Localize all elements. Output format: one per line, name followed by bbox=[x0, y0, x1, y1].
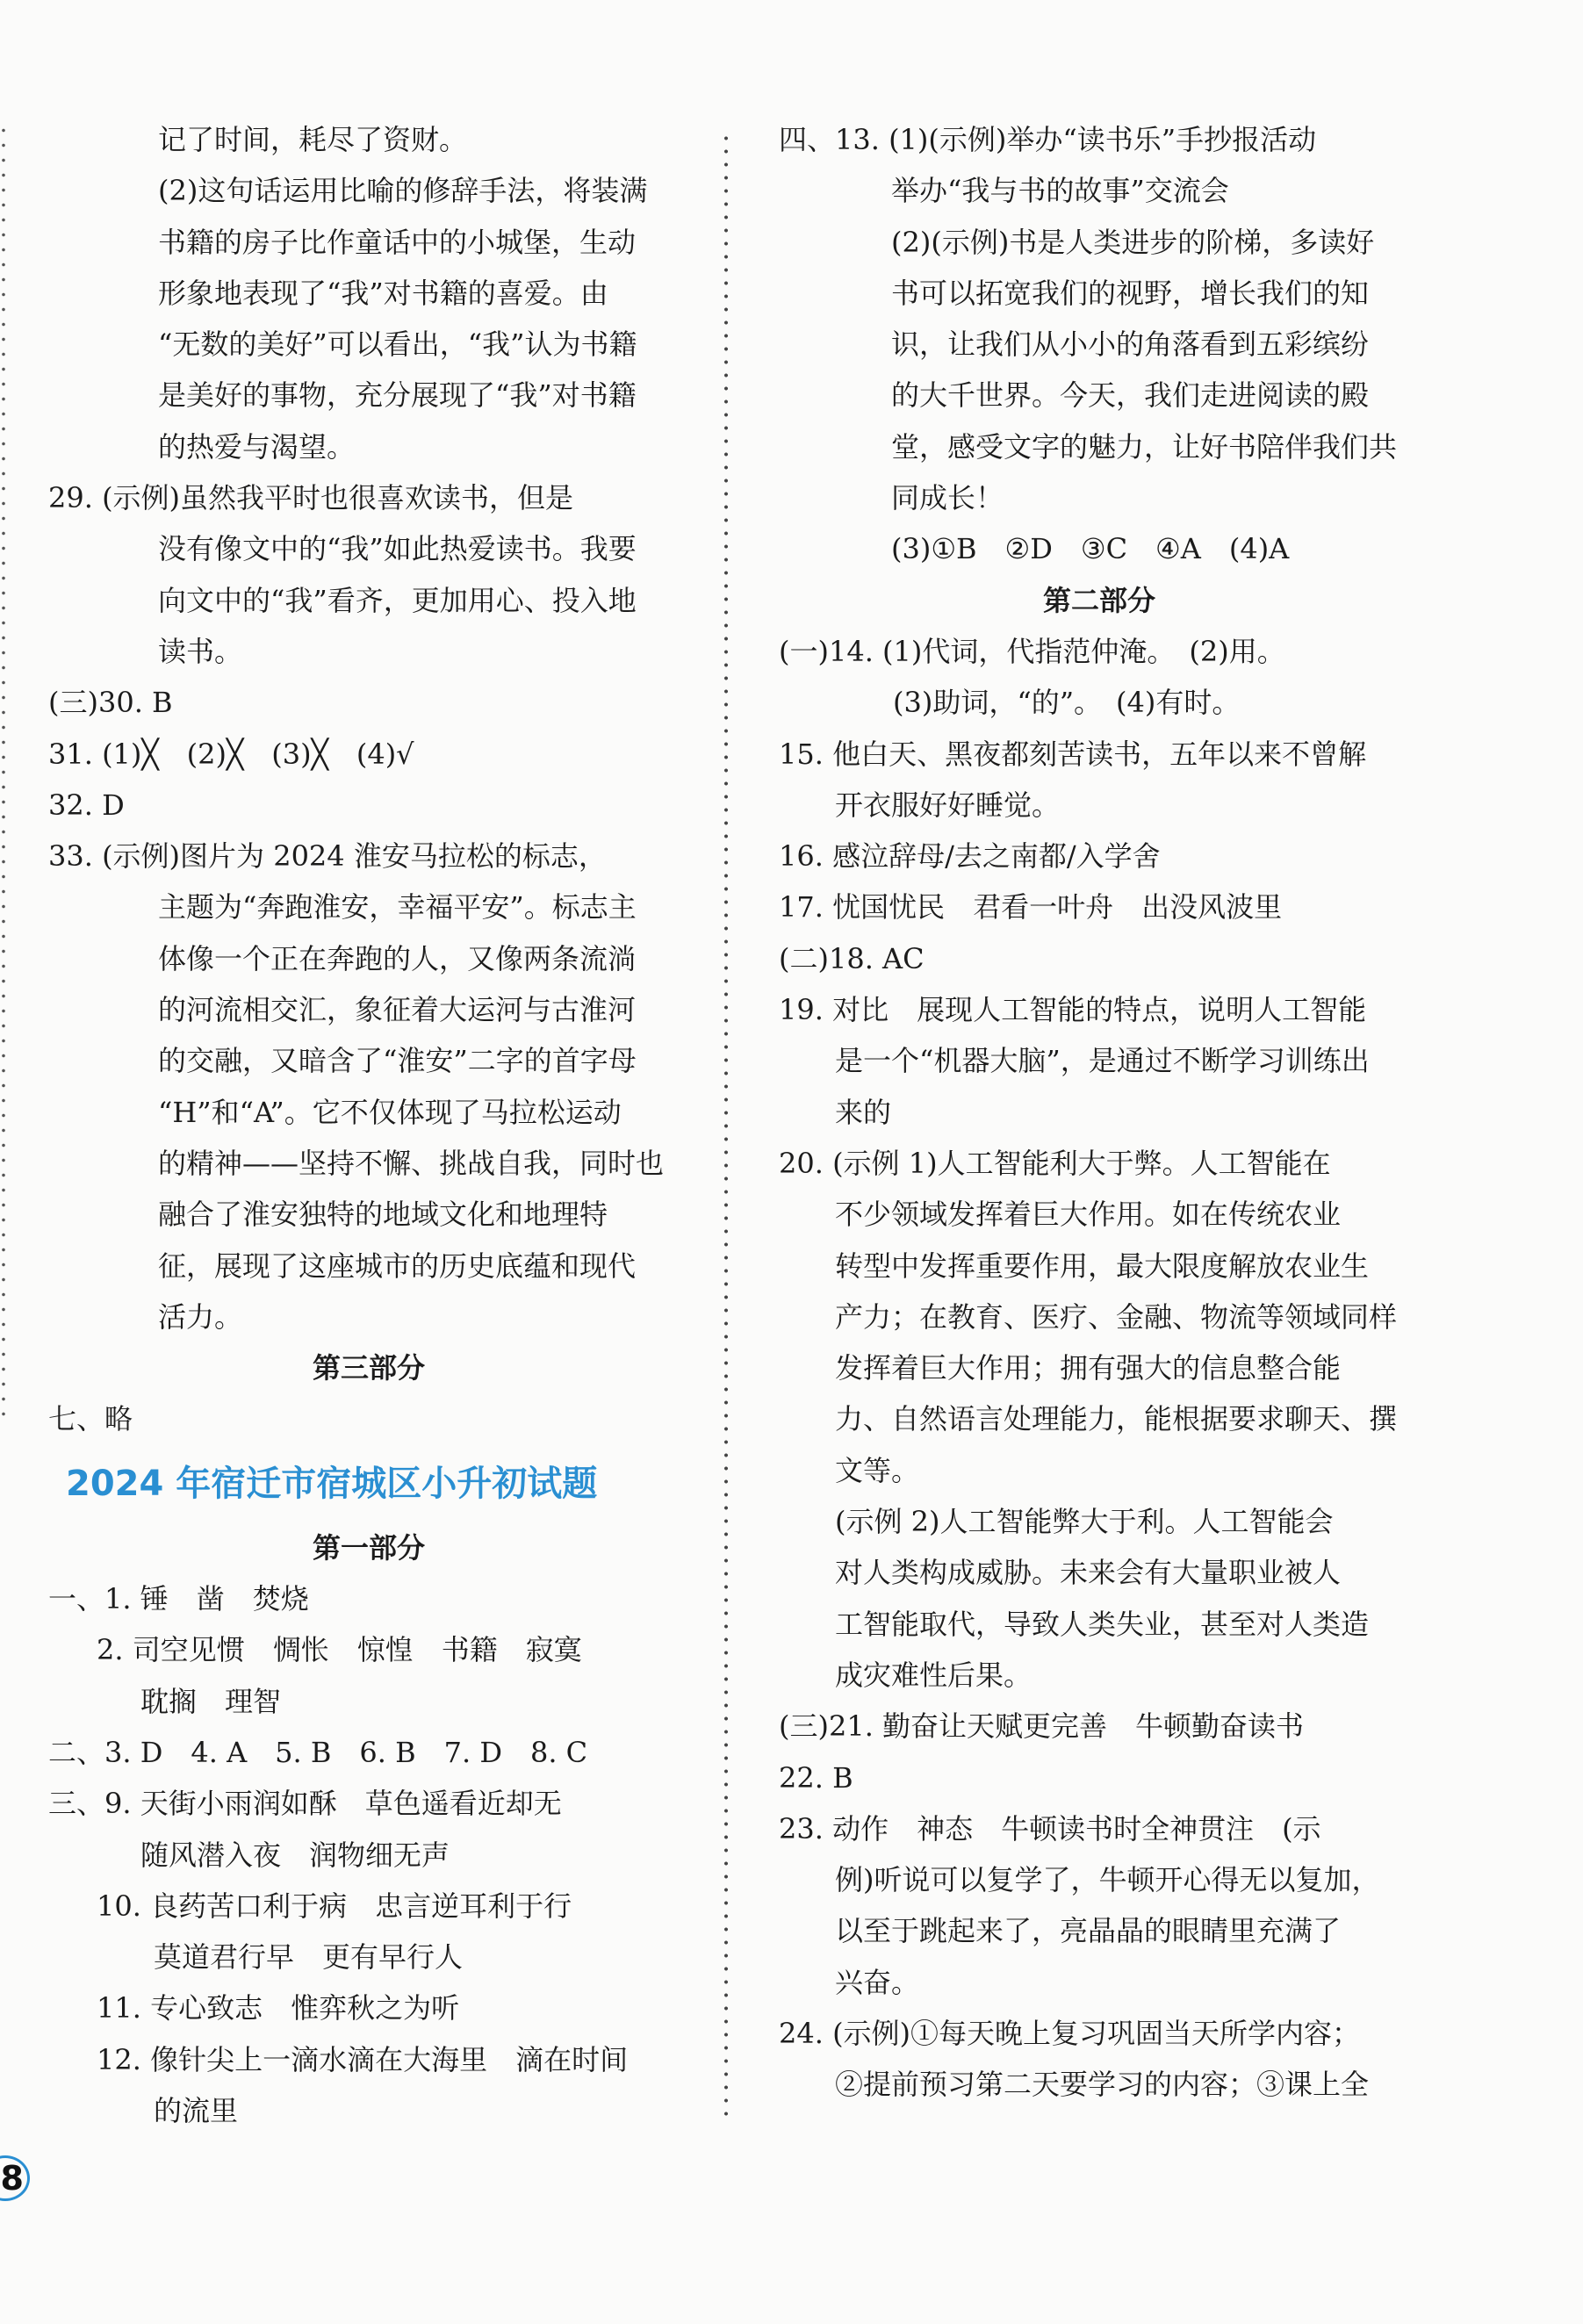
text-line: 工智能取代，导致人类失业，甚至对人类造 bbox=[835, 1607, 1370, 1641]
text-line: 12. 像针尖上一滴水滴在大海里 滴在时间 bbox=[97, 2042, 629, 2076]
text-line: 记了时间，耗尽了资财。 bbox=[158, 123, 468, 156]
right-column bbox=[779, 114, 1420, 2111]
text-line: (3)助词，“的”。 (4)有时。 bbox=[893, 686, 1241, 720]
part-heading: 第三部分 bbox=[312, 1351, 425, 1385]
text-line: (2)(示例)书是人类进步的阶梯，多读好 bbox=[891, 225, 1375, 259]
text-line: 17. 忧国忧民 君看一叶舟 出没风波里 bbox=[779, 890, 1283, 925]
text-line: 对人类构成威胁。未来会有大量职业被人 bbox=[835, 1556, 1342, 1590]
text-line: 兴奋。 bbox=[835, 1965, 920, 1999]
text-line: 成灾难性后果。 bbox=[835, 1658, 1033, 1692]
text-line: 随风潜入夜 润物细无声 bbox=[140, 1838, 450, 1872]
text-line: 书籍的房子比作童话中的小城堡，生动 bbox=[158, 225, 637, 259]
text-line: (二)18. AC bbox=[779, 941, 925, 975]
text-line: 没有像文中的“我”如此热爱读书。我要 bbox=[158, 532, 637, 566]
text-line: 33. (示例)图片为 2024 淮安马拉松的标志， bbox=[48, 839, 607, 874]
text-line: 发挥着巨大作用；拥有强大的信息整合能 bbox=[835, 1351, 1342, 1385]
text-line: 11. 专心致志 惟弈秋之为听 bbox=[97, 1991, 460, 2025]
text-line: (3)①B ②D ③C ④A (4)A bbox=[891, 532, 1290, 566]
text-line: 四、13. (1)(示例)举办“读书乐”手抄报活动 bbox=[779, 123, 1317, 156]
text-line: 七、略 bbox=[48, 1402, 133, 1436]
text-line: ②提前预习第二天要学习的内容；③课上全 bbox=[835, 2068, 1370, 2102]
text-line: 以至于跳起来了，亮晶晶的眼睛里充满了 bbox=[835, 1914, 1342, 1948]
text-line: 2. 司空见惯 惆怅 惊惶 书籍 寂寞 bbox=[97, 1633, 582, 1667]
text-line: 例)听说可以复学了，牛顿开心得无以复加， bbox=[835, 1863, 1380, 1897]
text-line: 不少领域发挥着巨大作用。如在传统农业 bbox=[835, 1198, 1342, 1232]
text-line: 24. (示例)①每天晚上复习巩固当天所学内容； bbox=[779, 2016, 1361, 2050]
text-line: 产力；在教育、医疗、金融、物流等领域同样 bbox=[835, 1299, 1398, 1334]
text-line: 是美好的事物，充分展现了“我”对书籍 bbox=[158, 378, 637, 413]
text-line: 来的 bbox=[835, 1095, 892, 1129]
text-line: 莫道君行早 更有早行人 bbox=[154, 1940, 464, 1975]
part-heading: 第一部分 bbox=[312, 1530, 425, 1565]
text-line: 的河流相交汇，象征着大运河与古淮河 bbox=[158, 993, 637, 1027]
text-line: 征，展现了这座城市的历史底蕴和现代 bbox=[158, 1248, 637, 1283]
text-line: (三)30. B bbox=[48, 686, 173, 720]
left-dotted-border bbox=[0, 123, 7, 1422]
text-line: 的大千世界。今天，我们走进阅读的殿 bbox=[891, 378, 1370, 413]
text-line: 同成长！ bbox=[891, 481, 1004, 515]
text-line: 识，让我们从小小的角落看到五彩缤纷 bbox=[891, 327, 1370, 362]
text-line: 10. 良药苦口利于病 忠言逆耳利于行 bbox=[97, 1889, 572, 1923]
text-line: 二、3. D 4. A 5. B 6. B 7. D 8. C bbox=[48, 1735, 588, 1769]
text-line: 主题为“奔跑淮安，幸福平安”。标志主 bbox=[158, 890, 637, 925]
left-column bbox=[48, 114, 689, 2136]
text-line: 15. 他白天、黑夜都刻苦读书，五年以来不曾解 bbox=[779, 737, 1367, 771]
text-line: 活力。 bbox=[158, 1299, 243, 1334]
text-line: 31. (1)╳ (2)╳ (3)╳ (4)√ bbox=[48, 737, 414, 771]
text-line: 29. (示例)虽然我平时也很喜欢读书，但是 bbox=[48, 481, 574, 515]
text-line: 22. B bbox=[779, 1760, 853, 1795]
text-line: 23. 动作 神态 牛顿读书时全神贯注 (示 bbox=[779, 1811, 1321, 1846]
text-line: 文等。 bbox=[835, 1453, 920, 1487]
text-line: 的热爱与渴望。 bbox=[158, 429, 356, 464]
text-line: 融合了淮安独特的地域文化和地理特 bbox=[158, 1198, 608, 1232]
text-line: 开衣服好好睡觉。 bbox=[835, 788, 1061, 822]
text-line: 的交融，又暗含了“淮安”二字的首字母 bbox=[158, 1044, 637, 1078]
text-line: (示例 2)人工智能弊大于利。人工智能会 bbox=[835, 1505, 1334, 1539]
text-line: (三)21. 勤奋让天赋更完善 牛顿勤奋读书 bbox=[779, 1709, 1305, 1744]
text-line: “无数的美好”可以看出，“我”认为书籍 bbox=[158, 327, 637, 362]
text-line: 16. 感泣辞母/去之南都/入学舍 bbox=[779, 839, 1161, 874]
text-line: “H”和“A”。它不仅体现了马拉松运动 bbox=[158, 1095, 622, 1129]
text-line: 19. 对比 展现人工智能的特点，说明人工智能 bbox=[779, 993, 1367, 1027]
text-line: 32. D bbox=[48, 788, 125, 822]
text-line: 读书。 bbox=[158, 634, 243, 668]
text-line: 转型中发挥重要作用，最大限度解放农业生 bbox=[835, 1248, 1370, 1283]
text-line: 堂，感受文字的魅力，让好书陪伴我们共 bbox=[891, 429, 1398, 464]
page-number: 8 bbox=[0, 2155, 30, 2201]
text-line: (2)这句话运用比喻的修辞手法，将装满 bbox=[158, 174, 648, 208]
text-line: 的流里 bbox=[154, 2093, 239, 2127]
text-line: 20. (示例 1)人工智能利大于弊。人工智能在 bbox=[779, 1146, 1331, 1180]
text-line: 是一个“机器大脑”，是通过不断学习训练出 bbox=[835, 1044, 1370, 1078]
text-line: 形象地表现了“我”对书籍的喜爱。由 bbox=[158, 276, 608, 310]
text-line: 举办“我与书的故事”交流会 bbox=[891, 174, 1229, 208]
text-line: 向文中的“我”看齐，更加用心、投入地 bbox=[158, 583, 637, 617]
text-line: 力、自然语言处理能力，能根据要求聊天、撰 bbox=[835, 1402, 1398, 1436]
section-title: 2024 年宿迁市宿城区小升初试题 bbox=[66, 1463, 598, 1504]
text-line: 书可以拓宽我们的视野，增长我们的知 bbox=[891, 276, 1370, 310]
text-line: 的精神——坚持不懈、挑战自我，同时也 bbox=[158, 1146, 665, 1180]
text-line: (一)14. (1)代词，代指范仲淹。 (2)用。 bbox=[779, 634, 1285, 668]
text-line: 三、9. 天街小雨润如酥 草色遥看近却无 bbox=[48, 1787, 562, 1821]
text-line: 耽搁 理智 bbox=[140, 1684, 282, 1718]
text-line: 体像一个正在奔跑的人，又像两条流淌 bbox=[158, 941, 637, 975]
column-divider bbox=[723, 132, 730, 2116]
text-line: 一、1. 锤 凿 焚烧 bbox=[48, 1582, 309, 1616]
part-heading: 第二部分 bbox=[1042, 583, 1155, 617]
